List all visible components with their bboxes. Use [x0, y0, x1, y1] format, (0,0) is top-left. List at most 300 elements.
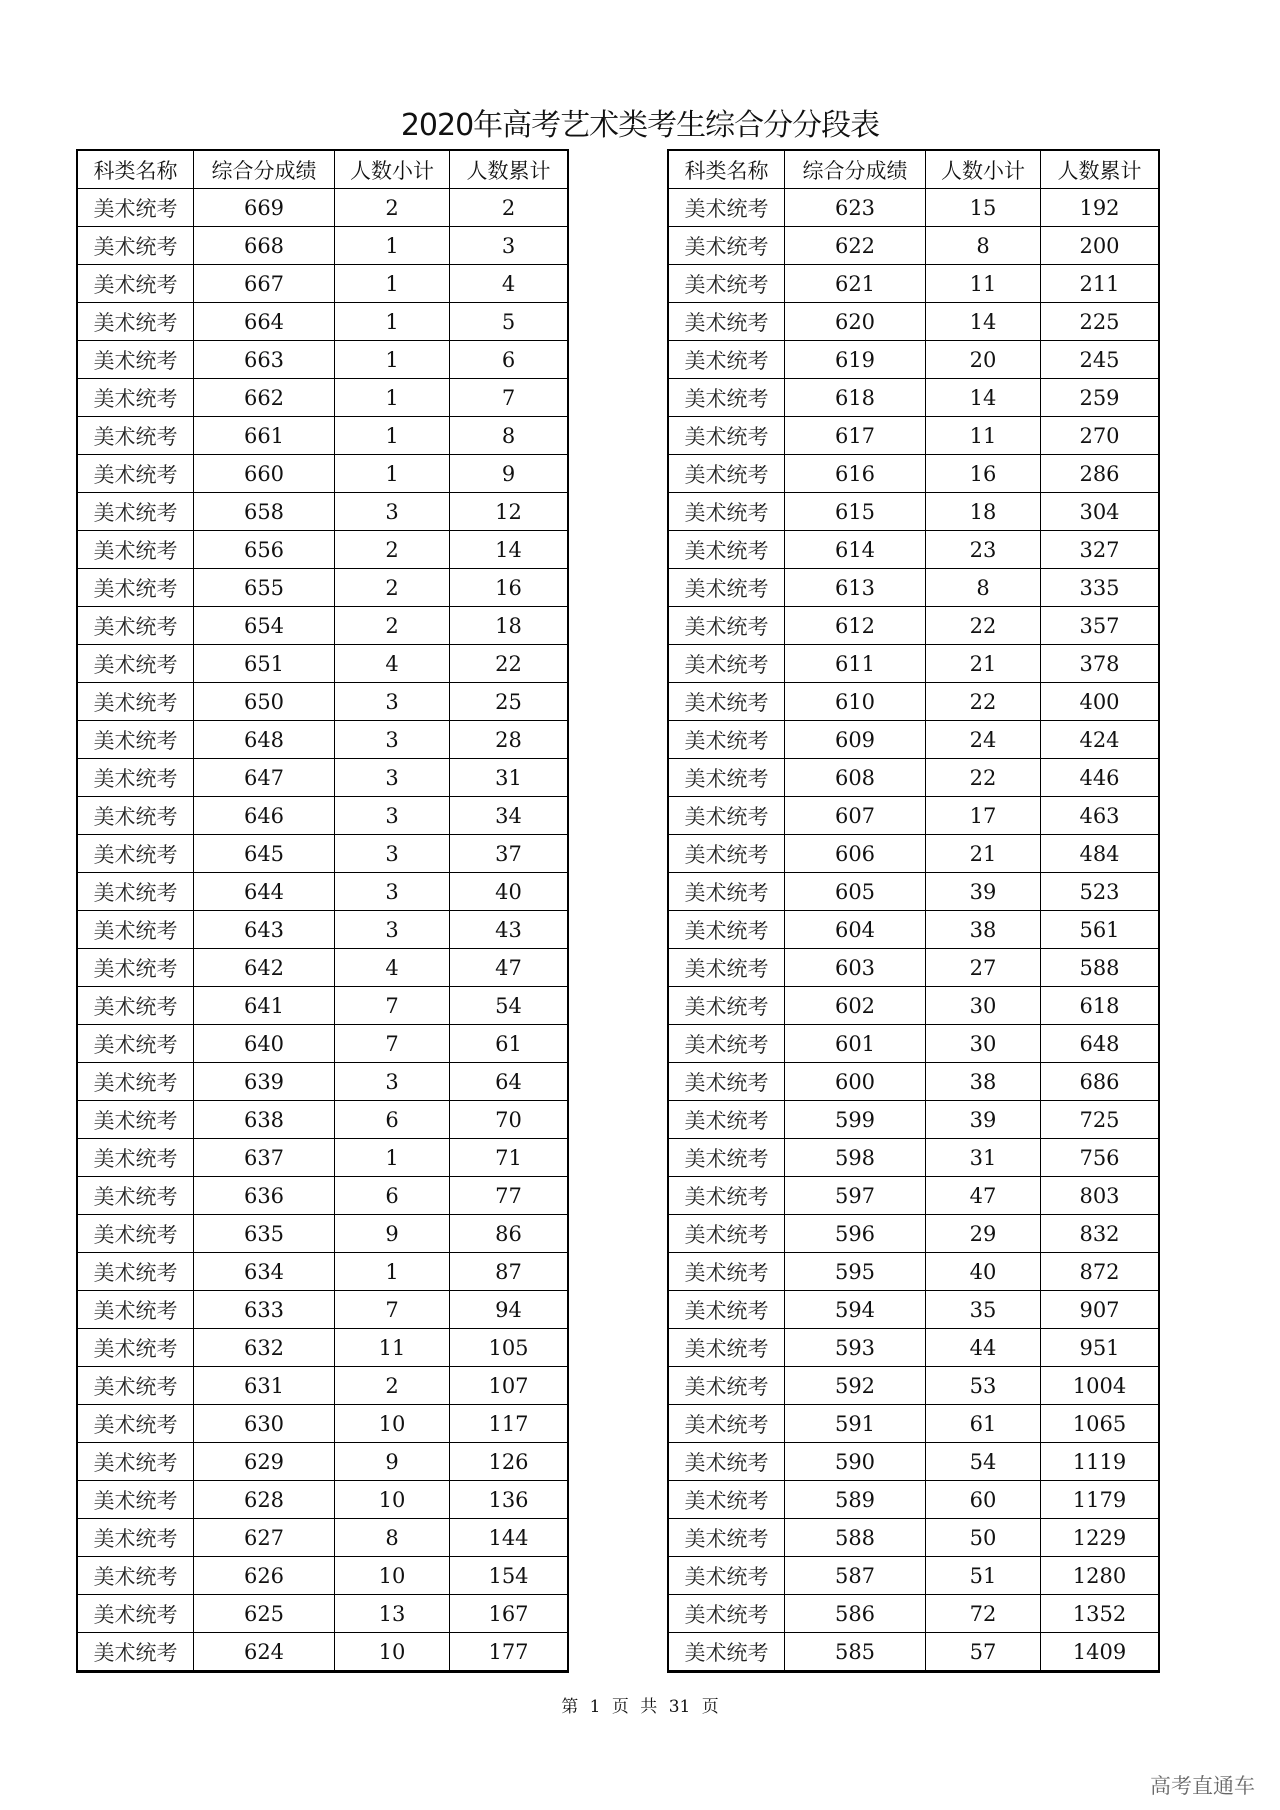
table-row	[668, 721, 1159, 759]
cell-count: 1	[335, 341, 450, 379]
cell-cumulative: 7	[450, 379, 569, 417]
cell-cumulative: 561	[1041, 911, 1160, 949]
cell-category: 美术统考	[77, 645, 194, 683]
cell-category: 美术统考	[668, 835, 785, 873]
cell-cumulative: 327	[1041, 531, 1160, 569]
cell-category: 美术统考	[668, 417, 785, 455]
cell-score: 650	[194, 683, 335, 721]
table-row	[77, 1177, 568, 1215]
table-row	[77, 303, 568, 341]
cell-count: 8	[926, 227, 1041, 265]
cell-count: 7	[335, 1291, 450, 1329]
cell-category: 美术统考	[668, 721, 785, 759]
table-row	[77, 1329, 568, 1367]
cell-cumulative: 5	[450, 303, 569, 341]
cell-count: 31	[926, 1139, 1041, 1177]
cell-count: 38	[926, 911, 1041, 949]
cell-count: 16	[926, 455, 1041, 493]
header-cumulative: 人数累计	[1041, 150, 1160, 189]
table-row	[77, 493, 568, 531]
cell-count: 35	[926, 1291, 1041, 1329]
cell-category: 美术统考	[77, 1101, 194, 1139]
cell-cumulative: 70	[450, 1101, 569, 1139]
cell-count: 2	[335, 189, 450, 227]
cell-category: 美术统考	[668, 1215, 785, 1253]
cell-score: 664	[194, 303, 335, 341]
cell-category: 美术统考	[668, 683, 785, 721]
cell-category: 美术统考	[77, 227, 194, 265]
cell-cumulative: 335	[1041, 569, 1160, 607]
cell-category: 美术统考	[77, 1025, 194, 1063]
cell-score: 656	[194, 531, 335, 569]
cell-count: 17	[926, 797, 1041, 835]
table-row	[668, 1633, 1159, 1672]
cell-cumulative: 200	[1041, 227, 1160, 265]
table-row	[77, 721, 568, 759]
cell-category: 美术统考	[668, 303, 785, 341]
cell-count: 10	[335, 1481, 450, 1519]
cell-cumulative: 400	[1041, 683, 1160, 721]
cell-count: 3	[335, 683, 450, 721]
cell-category: 美术统考	[77, 341, 194, 379]
cell-score: 632	[194, 1329, 335, 1367]
cell-count: 2	[335, 607, 450, 645]
page-title: 2020年高考艺术类考生综合分分段表	[400, 108, 880, 143]
cell-score: 663	[194, 341, 335, 379]
cell-count: 6	[335, 1177, 450, 1215]
cell-count: 1	[335, 417, 450, 455]
cell-category: 美术统考	[668, 1367, 785, 1405]
cell-category: 美术统考	[77, 1253, 194, 1291]
header-category: 科类名称	[77, 150, 194, 189]
table-row	[77, 873, 568, 911]
table-row	[668, 1595, 1159, 1633]
cell-category: 美术统考	[77, 493, 194, 531]
cell-category: 美术统考	[77, 987, 194, 1025]
cell-count: 13	[335, 1595, 450, 1633]
cell-cumulative: 43	[450, 911, 569, 949]
cell-score: 609	[785, 721, 926, 759]
cell-cumulative: 304	[1041, 493, 1160, 531]
cell-count: 23	[926, 531, 1041, 569]
cell-count: 72	[926, 1595, 1041, 1633]
cell-score: 604	[785, 911, 926, 949]
cell-cumulative: 286	[1041, 455, 1160, 493]
cell-score: 598	[785, 1139, 926, 1177]
table-row	[668, 949, 1159, 987]
page-number: 第 1 页 共 31 页	[561, 1697, 719, 1717]
cell-cumulative: 648	[1041, 1025, 1160, 1063]
cell-category: 美术统考	[668, 911, 785, 949]
cell-category: 美术统考	[77, 1063, 194, 1101]
cell-count: 8	[926, 569, 1041, 607]
table-row	[668, 341, 1159, 379]
cell-category: 美术统考	[77, 1139, 194, 1177]
table-row	[77, 797, 568, 835]
cell-cumulative: 1280	[1041, 1557, 1160, 1595]
cell-category: 美术统考	[77, 1177, 194, 1215]
score-table-right	[667, 149, 1160, 1673]
cell-score: 595	[785, 1253, 926, 1291]
cell-category: 美术统考	[77, 1595, 194, 1633]
cell-category: 美术统考	[668, 569, 785, 607]
cell-score: 605	[785, 873, 926, 911]
cell-cumulative: 211	[1041, 265, 1160, 303]
cell-category: 美术统考	[668, 1063, 785, 1101]
cell-category: 美术统考	[77, 1329, 194, 1367]
table-row	[77, 1519, 568, 1557]
cell-count: 14	[926, 379, 1041, 417]
cell-cumulative: 3	[450, 227, 569, 265]
cell-score: 628	[194, 1481, 335, 1519]
cell-score: 669	[194, 189, 335, 227]
cell-cumulative: 588	[1041, 949, 1160, 987]
cell-cumulative: 1409	[1041, 1633, 1160, 1672]
cell-count: 4	[335, 645, 450, 683]
cell-score: 602	[785, 987, 926, 1025]
table-row	[77, 379, 568, 417]
cell-cumulative: 12	[450, 493, 569, 531]
cell-score: 658	[194, 493, 335, 531]
cell-cumulative: 31	[450, 759, 569, 797]
cell-score: 596	[785, 1215, 926, 1253]
header-count: 人数小计	[926, 150, 1041, 189]
cell-score: 592	[785, 1367, 926, 1405]
cell-score: 638	[194, 1101, 335, 1139]
table-row	[77, 569, 568, 607]
cell-category: 美术统考	[77, 949, 194, 987]
table-row	[668, 227, 1159, 265]
table-row	[668, 873, 1159, 911]
cell-count: 1	[335, 303, 450, 341]
cell-count: 20	[926, 341, 1041, 379]
table-row	[668, 1253, 1159, 1291]
cell-cumulative: 832	[1041, 1215, 1160, 1253]
table-row	[668, 531, 1159, 569]
cell-cumulative: 61	[450, 1025, 569, 1063]
cell-category: 美术统考	[668, 265, 785, 303]
table-row	[668, 455, 1159, 493]
cell-count: 3	[335, 721, 450, 759]
cell-score: 654	[194, 607, 335, 645]
cell-cumulative: 117	[450, 1405, 569, 1443]
cell-cumulative: 686	[1041, 1063, 1160, 1101]
header-score: 综合分成绩	[785, 150, 926, 189]
cell-cumulative: 872	[1041, 1253, 1160, 1291]
table-row	[77, 987, 568, 1025]
cell-category: 美术统考	[668, 759, 785, 797]
cell-cumulative: 2	[450, 189, 569, 227]
cell-score: 641	[194, 987, 335, 1025]
cell-count: 3	[335, 873, 450, 911]
cell-count: 1	[335, 1253, 450, 1291]
cell-category: 美术统考	[77, 455, 194, 493]
cell-score: 611	[785, 645, 926, 683]
cell-category: 美术统考	[668, 1101, 785, 1139]
cell-score: 636	[194, 1177, 335, 1215]
table-row	[668, 1177, 1159, 1215]
cell-score: 646	[194, 797, 335, 835]
cell-category: 美术统考	[668, 645, 785, 683]
table-row	[668, 759, 1159, 797]
cell-category: 美术统考	[668, 1329, 785, 1367]
table-row	[77, 1139, 568, 1177]
cell-score: 607	[785, 797, 926, 835]
header-cumulative: 人数累计	[450, 150, 569, 189]
cell-cumulative: 446	[1041, 759, 1160, 797]
cell-score: 599	[785, 1101, 926, 1139]
cell-count: 21	[926, 645, 1041, 683]
cell-count: 27	[926, 949, 1041, 987]
cell-cumulative: 8	[450, 417, 569, 455]
cell-score: 620	[785, 303, 926, 341]
cell-count: 3	[335, 493, 450, 531]
cell-score: 606	[785, 835, 926, 873]
table-row	[668, 911, 1159, 949]
cell-score: 635	[194, 1215, 335, 1253]
cell-score: 619	[785, 341, 926, 379]
cell-category: 美术统考	[77, 759, 194, 797]
table-row	[668, 607, 1159, 645]
cell-category: 美术统考	[668, 1443, 785, 1481]
table-row	[77, 341, 568, 379]
cell-count: 39	[926, 873, 1041, 911]
cell-category: 美术统考	[668, 949, 785, 987]
cell-score: 662	[194, 379, 335, 417]
cell-cumulative: 94	[450, 1291, 569, 1329]
cell-cumulative: 259	[1041, 379, 1160, 417]
cell-cumulative: 1352	[1041, 1595, 1160, 1633]
cell-count: 53	[926, 1367, 1041, 1405]
cell-cumulative: 725	[1041, 1101, 1160, 1139]
cell-category: 美术统考	[668, 531, 785, 569]
cell-category: 美术统考	[77, 835, 194, 873]
table-row	[668, 1025, 1159, 1063]
cell-count: 1	[335, 1139, 450, 1177]
cell-score: 667	[194, 265, 335, 303]
cell-score: 603	[785, 949, 926, 987]
cell-count: 60	[926, 1481, 1041, 1519]
cell-count: 2	[335, 1367, 450, 1405]
table-row	[77, 1405, 568, 1443]
cell-count: 11	[926, 417, 1041, 455]
cell-category: 美术统考	[77, 1519, 194, 1557]
cell-cumulative: 951	[1041, 1329, 1160, 1367]
cell-score: 629	[194, 1443, 335, 1481]
table-row	[668, 645, 1159, 683]
table-row	[668, 1557, 1159, 1595]
cell-cumulative: 37	[450, 835, 569, 873]
cell-cumulative: 484	[1041, 835, 1160, 873]
cell-score: 601	[785, 1025, 926, 1063]
cell-count: 61	[926, 1405, 1041, 1443]
cell-category: 美术统考	[668, 379, 785, 417]
cell-score: 640	[194, 1025, 335, 1063]
cell-category: 美术统考	[77, 607, 194, 645]
table-row	[77, 531, 568, 569]
cell-category: 美术统考	[77, 1481, 194, 1519]
cell-score: 608	[785, 759, 926, 797]
cell-cumulative: 54	[450, 987, 569, 1025]
cell-category: 美术统考	[668, 1139, 785, 1177]
cell-category: 美术统考	[77, 1633, 194, 1672]
table-row	[668, 1101, 1159, 1139]
cell-cumulative: 18	[450, 607, 569, 645]
cell-count: 30	[926, 1025, 1041, 1063]
cell-category: 美术统考	[668, 1405, 785, 1443]
cell-count: 11	[926, 265, 1041, 303]
cell-cumulative: 6	[450, 341, 569, 379]
cell-score: 610	[785, 683, 926, 721]
table-row	[77, 1025, 568, 1063]
cell-cumulative: 34	[450, 797, 569, 835]
cell-count: 3	[335, 835, 450, 873]
cell-cumulative: 1229	[1041, 1519, 1160, 1557]
table-row	[668, 1063, 1159, 1101]
cell-category: 美术统考	[77, 1215, 194, 1253]
table-row	[77, 1291, 568, 1329]
cell-cumulative: 77	[450, 1177, 569, 1215]
cell-category: 美术统考	[668, 227, 785, 265]
cell-category: 美术统考	[77, 683, 194, 721]
cell-cumulative: 1119	[1041, 1443, 1160, 1481]
table-row	[668, 835, 1159, 873]
table-row	[668, 1519, 1159, 1557]
table-row	[668, 1443, 1159, 1481]
table-header-row	[77, 150, 568, 189]
cell-count: 57	[926, 1633, 1041, 1672]
cell-cumulative: 245	[1041, 341, 1160, 379]
cell-count: 9	[335, 1215, 450, 1253]
cell-cumulative: 105	[450, 1329, 569, 1367]
cell-count: 7	[335, 1025, 450, 1063]
cell-cumulative: 14	[450, 531, 569, 569]
cell-count: 6	[335, 1101, 450, 1139]
cell-count: 29	[926, 1215, 1041, 1253]
cell-score: 617	[785, 417, 926, 455]
cell-count: 22	[926, 683, 1041, 721]
table-row	[668, 797, 1159, 835]
cell-cumulative: 64	[450, 1063, 569, 1101]
cell-category: 美术统考	[77, 1557, 194, 1595]
cell-count: 50	[926, 1519, 1041, 1557]
cell-category: 美术统考	[668, 493, 785, 531]
table-row	[77, 1367, 568, 1405]
cell-category: 美术统考	[77, 1291, 194, 1329]
cell-score: 634	[194, 1253, 335, 1291]
cell-count: 4	[335, 949, 450, 987]
cell-score: 622	[785, 227, 926, 265]
cell-cumulative: 154	[450, 1557, 569, 1595]
table-row	[77, 189, 568, 227]
cell-category: 美术统考	[77, 873, 194, 911]
cell-count: 1	[335, 227, 450, 265]
table-row	[77, 1595, 568, 1633]
cell-category: 美术统考	[668, 1519, 785, 1557]
cell-cumulative: 177	[450, 1633, 569, 1672]
cell-count: 8	[335, 1519, 450, 1557]
cell-score: 585	[785, 1633, 926, 1672]
cell-cumulative: 270	[1041, 417, 1160, 455]
cell-score: 588	[785, 1519, 926, 1557]
cell-count: 11	[335, 1329, 450, 1367]
cell-cumulative: 126	[450, 1443, 569, 1481]
table-row	[668, 1139, 1159, 1177]
cell-score: 614	[785, 531, 926, 569]
table-row	[77, 1633, 568, 1672]
cell-count: 9	[335, 1443, 450, 1481]
cell-count: 21	[926, 835, 1041, 873]
table-row	[77, 1443, 568, 1481]
cell-cumulative: 4	[450, 265, 569, 303]
cell-category: 美术统考	[77, 797, 194, 835]
cell-cumulative: 16	[450, 569, 569, 607]
table-row	[668, 1481, 1159, 1519]
cell-count: 1	[335, 455, 450, 493]
cell-category: 美术统考	[668, 341, 785, 379]
score-table-left	[76, 149, 569, 1673]
cell-score: 624	[194, 1633, 335, 1672]
cell-cumulative: 357	[1041, 607, 1160, 645]
cell-category: 美术统考	[668, 1481, 785, 1519]
cell-cumulative: 523	[1041, 873, 1160, 911]
cell-score: 661	[194, 417, 335, 455]
cell-cumulative: 28	[450, 721, 569, 759]
cell-cumulative: 71	[450, 1139, 569, 1177]
cell-score: 612	[785, 607, 926, 645]
cell-count: 2	[335, 531, 450, 569]
cell-count: 40	[926, 1253, 1041, 1291]
table-row	[77, 683, 568, 721]
cell-score: 633	[194, 1291, 335, 1329]
cell-count: 14	[926, 303, 1041, 341]
table-row	[77, 911, 568, 949]
cell-category: 美术统考	[77, 911, 194, 949]
cell-category: 美术统考	[77, 189, 194, 227]
table-row	[668, 1329, 1159, 1367]
cell-category: 美术统考	[77, 379, 194, 417]
cell-cumulative: 463	[1041, 797, 1160, 835]
cell-score: 594	[785, 1291, 926, 1329]
cell-count: 39	[926, 1101, 1041, 1139]
cell-cumulative: 803	[1041, 1177, 1160, 1215]
cell-category: 美术统考	[668, 1291, 785, 1329]
table-row	[668, 303, 1159, 341]
cell-cumulative: 107	[450, 1367, 569, 1405]
table-row	[668, 1367, 1159, 1405]
cell-count: 30	[926, 987, 1041, 1025]
cell-count: 15	[926, 189, 1041, 227]
cell-count: 47	[926, 1177, 1041, 1215]
table-row	[77, 455, 568, 493]
header-category: 科类名称	[668, 150, 785, 189]
cell-cumulative: 1065	[1041, 1405, 1160, 1443]
cell-score: 590	[785, 1443, 926, 1481]
cell-count: 1	[335, 265, 450, 303]
table-row	[668, 569, 1159, 607]
cell-score: 627	[194, 1519, 335, 1557]
table-row	[668, 1215, 1159, 1253]
cell-count: 18	[926, 493, 1041, 531]
cell-cumulative: 47	[450, 949, 569, 987]
cell-category: 美术统考	[668, 797, 785, 835]
cell-count: 44	[926, 1329, 1041, 1367]
cell-score: 600	[785, 1063, 926, 1101]
cell-score: 660	[194, 455, 335, 493]
table-row	[668, 379, 1159, 417]
table-row	[77, 835, 568, 873]
cell-score: 621	[785, 265, 926, 303]
